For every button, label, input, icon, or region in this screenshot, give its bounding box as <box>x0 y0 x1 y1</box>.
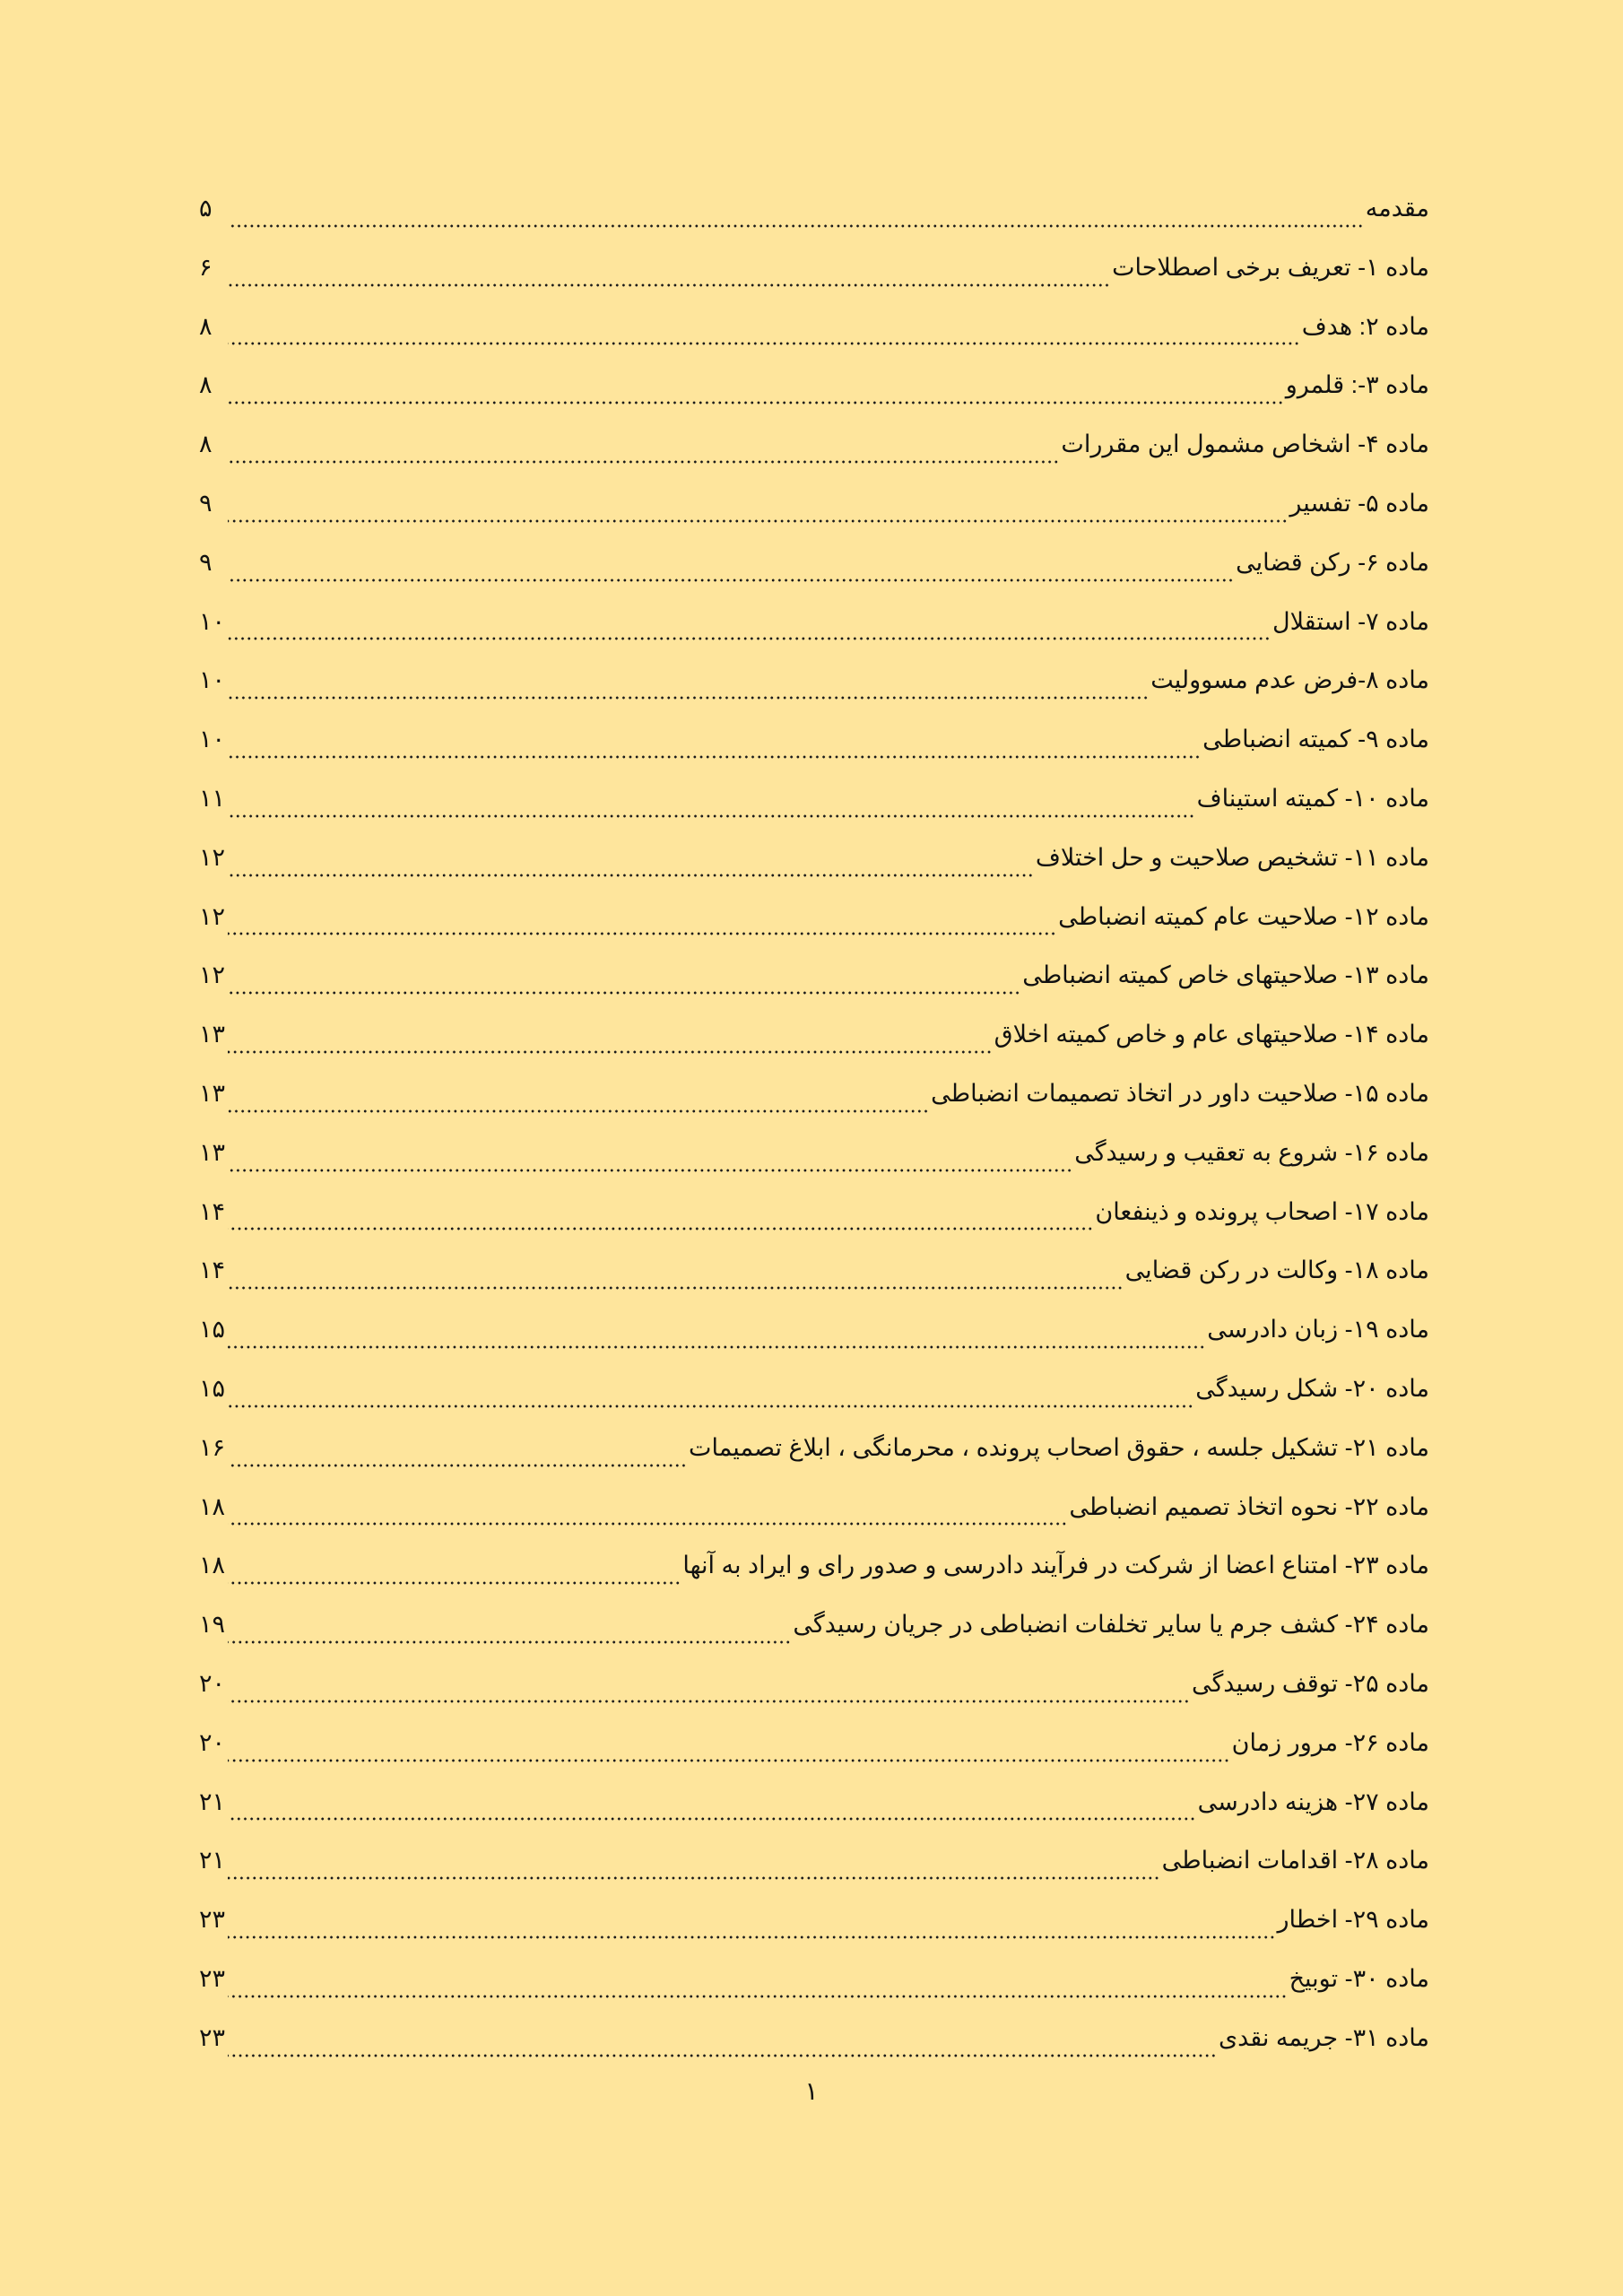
toc-entry-page-number: ۲۱ <box>199 1847 226 1874</box>
dot-leader <box>228 1050 993 1054</box>
toc-entry[interactable] <box>199 777 1429 836</box>
toc-entry-page-number: ۱۵ <box>199 1316 226 1344</box>
toc-entry-page-number: ۱۴ <box>199 1197 226 1225</box>
dot-leader <box>228 1464 687 1467</box>
dot-leader <box>228 1581 681 1585</box>
toc-entry-page-number: ۱۳ <box>199 1079 226 1107</box>
toc-entry-page-number: ۸ <box>199 430 213 458</box>
toc-entry-page-number: ۱۳ <box>199 1021 226 1048</box>
table-of-contents <box>199 187 1429 2075</box>
toc-entry[interactable] <box>199 1957 1429 2016</box>
toc-entry-title: ماده ۴- اشخاص مشمول این مقررات <box>1061 430 1429 458</box>
toc-entry-page-number: ۲۳ <box>199 1906 226 1934</box>
dot-leader <box>228 1700 1190 1703</box>
dot-leader <box>228 637 1271 640</box>
toc-entry[interactable] <box>199 658 1429 718</box>
toc-entry-title: ماده ۱۳- صلاحیتهای خاص کمیته انضباطی <box>1022 961 1429 989</box>
toc-entry-page-number: ۲۰ <box>199 1669 226 1697</box>
toc-entry-title: ماده ۱۸- وکالت در رکن قضایی <box>1124 1257 1429 1284</box>
toc-entry-title: ماده ۱۱- تشخیص صلاحیت و حل اختلاف <box>1035 843 1429 871</box>
toc-entry-title: ماده ۲۳- امتناع اعضا از شرکت در فرآیند دادرسی و صدور رای و ایراد به آنها <box>682 1552 1429 1579</box>
toc-entry-title: ماده ۲۷- هزینه دادرسی <box>1197 1787 1429 1815</box>
dot-leader <box>228 932 1056 935</box>
dot-leader <box>228 401 1284 404</box>
dot-leader <box>228 1522 1067 1526</box>
toc-entry-title: ماده ۸-فرض عدم مسوولیت <box>1150 666 1429 694</box>
dot-leader <box>228 1109 929 1113</box>
toc-entry-title: ماده ۲۸- اقدامات انضباطی <box>1161 1847 1429 1874</box>
toc-entry-page-number: ۸ <box>199 371 213 399</box>
toc-entry-page-number: ۱۰ <box>199 607 226 635</box>
toc-entry-title: ماده ۵- تفسیر <box>1289 489 1429 517</box>
toc-entry-title: مقدمه <box>1365 195 1429 222</box>
toc-entry-page-number: ۵ <box>199 195 213 222</box>
dot-leader <box>228 224 1364 228</box>
toc-entry-title: ماده ۲۴- کشف جرم یا سایر تخلفات انضباطی در جریان رسیدگی <box>793 1611 1429 1639</box>
toc-entry-title: ماده ۲۶- مرور زمان <box>1231 1728 1429 1756</box>
toc-entry[interactable] <box>199 482 1429 541</box>
toc-entry[interactable] <box>199 1426 1429 1485</box>
toc-entry-title: ماده ۱۷- اصحاب پرونده و ذینفعان <box>1095 1197 1429 1225</box>
toc-entry-title: ماده ۱- تعریف برخی اصطلاحات <box>1112 253 1429 281</box>
toc-entry-page-number: ۱۱ <box>199 784 226 812</box>
toc-entry-title: ماده ۳-: قلمرو <box>1285 371 1429 399</box>
toc-entry[interactable] <box>199 1603 1429 1662</box>
toc-entry-page-number: ۱۸ <box>199 1492 226 1520</box>
toc-entry[interactable] <box>199 600 1429 659</box>
toc-entry-page-number: ۱۰ <box>199 726 226 753</box>
toc-entry[interactable] <box>199 2016 1429 2075</box>
toc-entry-title: ماده ۱۲- صلاحیت عام کمیته انضباطی <box>1058 902 1429 930</box>
dot-leader <box>228 1640 791 1644</box>
toc-entry-page-number: ۱۲ <box>199 961 226 989</box>
toc-entry-page-number: ۱۶ <box>199 1433 226 1461</box>
toc-entry-title: ماده ۱۹- زبان دادرسی <box>1207 1316 1429 1344</box>
dot-leader <box>228 1227 1093 1231</box>
toc-entry[interactable] <box>199 1248 1429 1308</box>
dot-leader <box>228 1759 1230 1762</box>
dot-leader <box>228 755 1201 759</box>
dot-leader <box>228 1405 1193 1408</box>
dot-leader <box>228 874 1034 877</box>
toc-entry[interactable] <box>199 895 1429 954</box>
toc-entry[interactable] <box>199 1780 1429 1839</box>
toc-entry-page-number: ۱۲ <box>199 902 226 930</box>
toc-entry-title: ماده ۹- کمیته انضباطی <box>1202 726 1429 753</box>
toc-entry-title: ماده ۲۱- تشکیل جلسه ، حقوق اصحاب پرونده ، محرمانگی ، ابلاغ تصمیمات <box>689 1433 1429 1461</box>
toc-entry-title: ماده ۱۵- صلاحیت داور در اتخاذ تصمیمات انضباطی <box>931 1079 1429 1107</box>
dot-leader <box>228 460 1059 464</box>
toc-entry-title: ماده ۲: هدف <box>1301 312 1429 340</box>
dot-leader <box>228 1995 1288 1998</box>
toc-entry-title: ماده ۲۲- نحوه اتخاذ تصمیم انضباطی <box>1069 1492 1429 1520</box>
toc-entry[interactable] <box>199 1308 1429 1367</box>
toc-entry[interactable] <box>199 1190 1429 1249</box>
toc-entry-title: ماده ۱۶- شروع به تعقیب و رسیدگی <box>1074 1138 1429 1166</box>
toc-entry[interactable] <box>199 718 1429 777</box>
toc-entry[interactable] <box>199 422 1429 482</box>
dot-leader <box>228 696 1149 700</box>
dot-leader <box>228 814 1195 818</box>
toc-entry-title: ماده ۳۰- توبیخ <box>1289 1964 1429 1992</box>
toc-entry[interactable] <box>199 1131 1429 1190</box>
toc-entry[interactable] <box>199 541 1429 600</box>
toc-entry-title: ماده ۲۰- شکل رسیدگی <box>1195 1374 1429 1402</box>
toc-entry[interactable] <box>199 1662 1429 1721</box>
toc-entry[interactable] <box>199 1485 1429 1544</box>
toc-entry-page-number: ۱۸ <box>199 1552 226 1579</box>
dot-leader <box>228 1345 1205 1349</box>
toc-entry[interactable] <box>199 1721 1429 1780</box>
toc-entry[interactable] <box>199 836 1429 895</box>
toc-entry-page-number: ۲۳ <box>199 1964 226 1992</box>
dot-leader <box>228 991 1020 995</box>
toc-entry-page-number: ۲۰ <box>199 1728 226 1756</box>
toc-entry[interactable] <box>199 187 1429 246</box>
toc-entry-title: ماده ۱۰- کمیته استیناف <box>1196 784 1429 812</box>
toc-entry[interactable] <box>199 1898 1429 1957</box>
dot-leader <box>228 519 1288 523</box>
toc-entry-title: ماده ۳۱- جریمه نقدی <box>1218 2023 1429 2051</box>
toc-entry-title: ماده ۶- رکن قضایی <box>1236 548 1429 576</box>
toc-entry-title: ماده ۱۴- صلاحیتهای عام و خاص کمیته اخلاق <box>994 1021 1429 1048</box>
dot-leader <box>228 1817 1196 1821</box>
toc-entry-title: ماده ۷- استقلال <box>1271 607 1429 635</box>
toc-entry-page-number: ۸ <box>199 312 213 340</box>
toc-entry-page-number: ۱۵ <box>199 1374 226 1402</box>
dot-leader <box>228 1935 1276 1939</box>
toc-entry-page-number: ۹ <box>199 548 213 576</box>
toc-entry-page-number: ۶ <box>199 253 213 281</box>
dot-leader <box>228 2054 1217 2057</box>
toc-entry-page-number: ۲۱ <box>199 1787 226 1815</box>
dot-leader <box>228 342 1300 345</box>
toc-entry[interactable] <box>199 246 1429 305</box>
dot-leader <box>228 1169 1072 1172</box>
toc-entry[interactable] <box>199 953 1429 1013</box>
toc-entry-page-number: ۲۳ <box>199 2023 226 2051</box>
toc-entry[interactable] <box>199 1367 1429 1426</box>
dot-leader <box>228 578 1234 582</box>
toc-entry[interactable] <box>199 363 1429 422</box>
toc-entry-page-number: ۹ <box>199 489 213 517</box>
dot-leader <box>228 1876 1160 1880</box>
toc-entry-page-number: ۱۹ <box>199 1611 226 1639</box>
dot-leader <box>228 1286 1124 1290</box>
toc-entry[interactable] <box>199 1544 1429 1603</box>
toc-entry[interactable] <box>199 1013 1429 1072</box>
toc-entry[interactable] <box>199 1839 1429 1898</box>
toc-entry-page-number: ۱۳ <box>199 1138 226 1166</box>
toc-entry-title: ماده ۲۵- توقف رسیدگی <box>1191 1669 1429 1697</box>
toc-entry-page-number: ۱۴ <box>199 1257 226 1284</box>
toc-entry-page-number: ۱۰ <box>199 666 226 694</box>
toc-entry-page-number: ۱۲ <box>199 843 226 871</box>
toc-entry[interactable] <box>199 305 1429 364</box>
page-number: ۱ <box>804 2077 819 2105</box>
toc-entry[interactable] <box>199 1072 1429 1131</box>
toc-entry-title: ماده ۲۹- اخطار <box>1277 1906 1429 1934</box>
dot-leader <box>228 283 1110 287</box>
